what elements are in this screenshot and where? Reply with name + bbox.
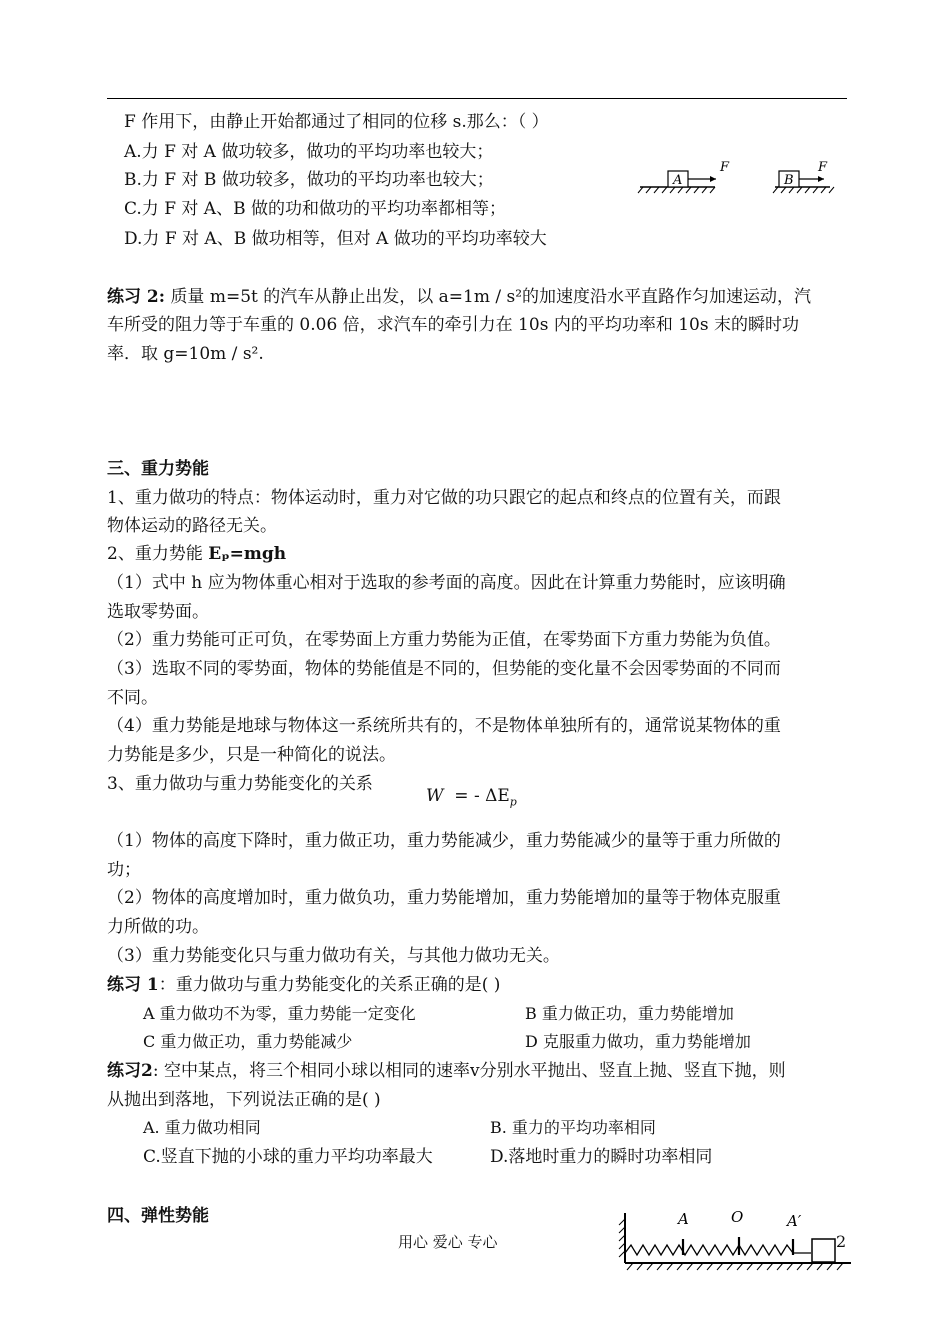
exercise-2-line3: 率．取 g=10m / s². (107, 344, 264, 364)
block-a-label: A (673, 173, 683, 188)
exercise-3-1-stem: 练习 1：重力做功与重力势能变化的关系正确的是( ) (107, 975, 501, 995)
sec3-note1-line1: （1）式中 h 应为物体重心相对于选取的参考面的高度。因此在计算重力势能时，应该明确 (107, 573, 786, 593)
spring-label-a: A (678, 1210, 689, 1228)
potential-energy-formula: Eₚ=mgh (208, 544, 287, 564)
exercise-2-line1: 练习 2: 质量 m=5t 的汽车从静止出发，以 a=1m / s²的加速度沿水平直路作匀加速运动，汽 (107, 287, 812, 307)
blocks-force-figure (640, 155, 840, 205)
sec3-m2-line2: 力所做的功。 (107, 917, 209, 937)
sec3-m1-line2: 功； (107, 860, 141, 880)
sec3-p1-line1: 1、重力做功的特点：物体运动时，重力对它做的功只跟它的起点和终点的位置有关，而跟 (107, 488, 781, 508)
spring-figure (615, 1205, 855, 1275)
section-3-title: 三、重力势能 (107, 459, 209, 479)
exercise-3-2-option-a: A. 重力做功相同 (143, 1118, 261, 1137)
spring-label-a-prime: A′ (787, 1212, 802, 1230)
force-label-a: F (720, 160, 730, 175)
sec3-note3-line1: （3）选取不同的零势面，物体的势能值是不同的，但势能的变化量不会因零势面的不同而 (107, 659, 781, 679)
exercise-3-2-line1: 练习2: 空中某点，将三个相同小球以相同的速率v分别水平抛出、竖直上抛、竖直下抛，则 (107, 1061, 786, 1081)
exercise-3-2-label: 练习2 (107, 1061, 153, 1081)
sec3-note2: （2）重力势能可正可负，在零势面上方重力势能为正值，在零势面下方重力势能为负值。 (107, 630, 781, 650)
work-energy-formula: W = - $\Delta E_p$ (426, 786, 517, 809)
q1-stem: F 作用下，由静止开始都通过了相同的位移 s.那么：（ ） (124, 112, 549, 132)
sec3-note4-line2: 力势能是多少，只是一种简化的说法。 (107, 745, 396, 765)
force-label-b: F (818, 160, 828, 175)
sec3-m2-line1: （2）物体的高度增加时，重力做负功，重力势能增加，重力势能增加的量等于物体克服重 (107, 888, 781, 908)
exercise-3-2-option-d: D.落地时重力的瞬时功率相同 (490, 1147, 713, 1167)
exercise-3-1-option-a: A 重力做功不为零，重力势能一定变化 (143, 1004, 416, 1023)
exercise-3-1-option-d: D 克服重力做功，重力势能增加 (525, 1032, 751, 1051)
section-4-title: 四、弹性势能 (107, 1206, 209, 1226)
q1-option-b: B.力 F 对 B 做功较多，做功的平均功率也较大； (124, 170, 494, 190)
exercise-3-2-option-c: C.竖直下抛的小球的重力平均功率最大 (143, 1147, 433, 1167)
sec3-note1-line2: 选取零势面。 (107, 602, 209, 622)
page-number: 2 (836, 1232, 847, 1251)
exercise-3-2-line2: 从抛出到落地，下列说法正确的是( ) (107, 1090, 381, 1110)
sec3-p3: 3、重力做功与重力势能变化的关系 (107, 774, 373, 794)
sec3-m3: （3）重力势能变化只与重力做功有关，与其他力做功无关。 (107, 946, 560, 966)
sec3-note3-line2: 不同。 (107, 688, 158, 708)
spring-block (812, 1239, 835, 1262)
header-rule (107, 98, 847, 99)
exercise-2-label: 练习 2: (107, 287, 166, 307)
exercise-2-line2: 车所受的阻力等于车重的 0.06 倍，求汽车的牵引力在 10s 内的平均功率和 10s 末的瞬时功 (107, 315, 799, 335)
exercise-3-1-option-b: B 重力做正功，重力势能增加 (525, 1004, 734, 1023)
exercise-3-2-option-b: B. 重力的平均功率相同 (490, 1118, 656, 1137)
sec3-p1-line2: 物体运动的路径无关。 (107, 516, 277, 536)
sec3-note4-line1: （4）重力势能是地球与物体这一系统所共有的，不是物体单独所有的，通常说某物体的重 (107, 716, 781, 736)
block-b-diagram (773, 160, 834, 193)
q1-option-c: C.力 F 对 A、B 做的功和做功的平均功率都相等； (124, 199, 506, 219)
spring-label-o: O (731, 1208, 744, 1226)
sec3-p2: 2、重力势能 Eₚ=mgh (107, 544, 287, 564)
q1-option-a: A.力 F 对 A 做功较多，做功的平均功率也较大； (124, 142, 494, 162)
sec3-m1-line1: （1）物体的高度下降时，重力做正功，重力势能减少，重力势能减少的量等于重力所做的 (107, 831, 781, 851)
spring-coil (625, 1245, 811, 1255)
footer-motto: 用心 爱心 专心 (398, 1233, 498, 1251)
block-a-diagram (638, 160, 730, 193)
block-b-label: B (784, 173, 794, 188)
exercise-3-1-label: 练习 1 (107, 975, 159, 995)
q1-option-d: D.力 F 对 A、B 做功相等，但对 A 做功的平均功率较大 (124, 229, 547, 249)
exercise-3-1-option-c: C 重力做正功，重力势能减少 (143, 1032, 353, 1051)
